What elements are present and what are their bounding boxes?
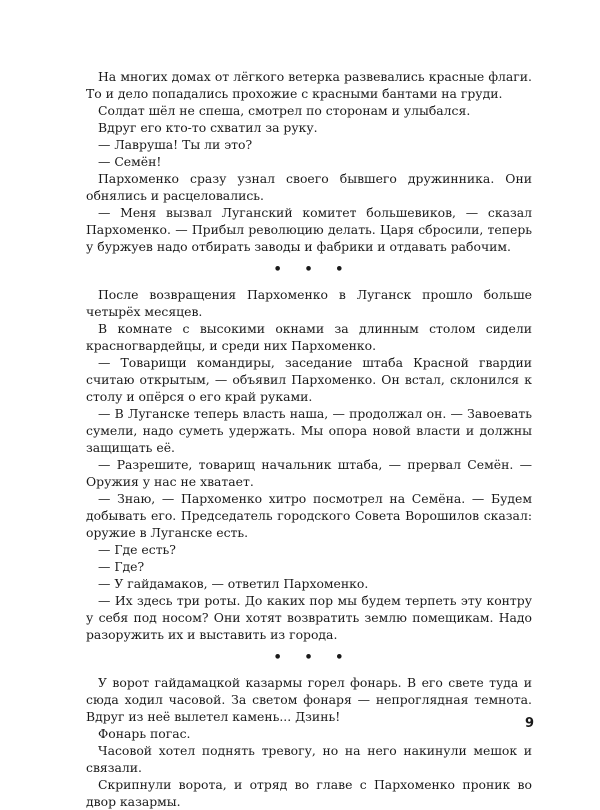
paragraph: — Разрешите, товарищ начальник штаба, — прервал Семён. — Оружия у нас не хватает. xyxy=(86,457,532,489)
paragraph: Солдат шёл не спеша, смотрел по сторонам и улыбался. xyxy=(98,103,471,118)
text-section-1 xyxy=(86,68,532,255)
page-body xyxy=(86,68,532,810)
paragraph: Вдруг его кто-то схватил за руку. xyxy=(98,120,318,135)
section-separator: • • • xyxy=(273,650,353,665)
paragraph: — Лавруша! Ты ли это? xyxy=(98,137,253,152)
paragraph: — Меня вызвал Луганский комитет большевиков, — сказал Пархоменко. — Прибыл революцию делать. Царя сбросили, теперь у буржуев надо отбирать заводы и фабрики и отдавать рабочим. xyxy=(86,205,532,254)
paragraph: В комнате с высокими окнами за длинным столом сидели красногвардейцы, и среди них Пархоменко. xyxy=(86,321,532,353)
paragraph: Часовой хотел поднять тревогу, но на него накинули мешок и связали. xyxy=(86,743,532,775)
paragraph: — Знаю, — Пархоменко хитро посмотрел на Семёна. — Будем добывать его. Председатель городского Совета Ворошилов сказал: оружие в Луганске есть. xyxy=(86,491,532,540)
paragraph: У ворот гайдамацкой казармы горел фонарь. В его свете туда и сюда ходил часовой. За светом фонаря — непроглядная темнота. Вдруг из неё вылетел камень... Дзинь! xyxy=(86,675,532,724)
text-section-2 xyxy=(86,286,532,643)
paragraph: — Где есть? xyxy=(98,542,176,557)
paragraph: — Где? xyxy=(98,559,145,574)
paragraph: Скрипнули ворота, и отряд во главе с Пархоменко проник во двор казармы. xyxy=(86,777,532,809)
paragraph: — Их здесь три роты. До каких пор мы будем терпеть эту контру у себя под носом? Они хотят возвратить землю помещикам. Надо разоружить их и выставить из города. xyxy=(86,593,532,642)
paragraph: Пархоменко сразу узнал своего бывшего дружинника. Они обнялись и расцеловались. xyxy=(86,171,532,203)
text-section-3 xyxy=(86,674,532,810)
section-separator: • • • xyxy=(273,262,353,277)
paragraph: — У гайдамаков, — ответил Пархоменко. xyxy=(98,576,369,591)
paragraph: — Семён! xyxy=(98,154,162,169)
paragraph: На многих домах от лёгкого ветерка развевались красные флаги. То и дело попадались прохожие с красными бантами на груди. xyxy=(86,69,532,101)
paragraph: Фонарь погас. xyxy=(98,726,191,741)
paragraph: — Товарищи командиры, заседание штаба Красной гвардии считаю открытым, — объявил Пархоменко. Он встал, склонился к столу и опёрся о его край руками. xyxy=(86,355,532,404)
page-number: 9 xyxy=(524,716,534,731)
paragraph: — В Луганске теперь власть наша, — продолжал он. — Завоевать сумели, надо суметь удержать. Мы опора новой власти и должны защищать её. xyxy=(86,406,532,455)
paragraph: После возвращения Пархоменко в Луганск прошло больше четырёх месяцев. xyxy=(86,287,532,319)
